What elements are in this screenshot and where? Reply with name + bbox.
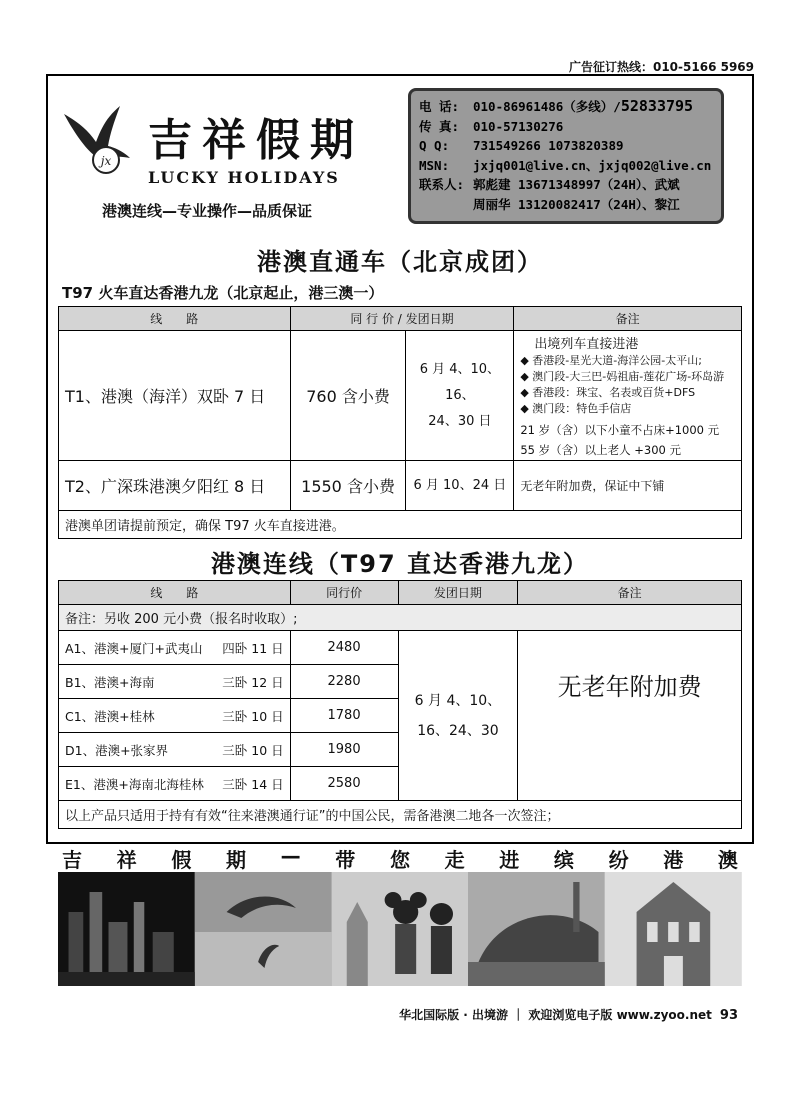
date-t1-line2: 24、30 日 (428, 413, 492, 429)
photo-strip (58, 872, 742, 986)
note-t1 (514, 331, 742, 461)
date-t1 (406, 331, 514, 461)
route-c1 (59, 699, 291, 733)
fax-row (419, 117, 713, 137)
price-b1: 2280 (290, 665, 398, 699)
phone-value: 010-86961486（多线）/ (473, 99, 621, 114)
banner-char: 澳 (717, 848, 738, 872)
section2-table (58, 580, 742, 829)
route-a1 (59, 631, 291, 665)
msn-row (419, 156, 713, 176)
contact-person-1: 郭彪建 13671348997（24H）、武斌 (473, 177, 680, 192)
contact-person-2: 周丽华 13120082417（24H）、黎江 (473, 196, 680, 212)
route-bed: 三卧 14 日 (222, 776, 284, 792)
page-number: 93 (719, 1008, 738, 1023)
route-bed: 三卧 10 日 (222, 708, 284, 724)
banner-char: — (280, 844, 301, 868)
section1-title: 港澳直通车（北京成团） (257, 248, 543, 276)
phone-row (419, 97, 713, 117)
banner-char: 祥 (116, 848, 137, 872)
date-t2: 6 月 10、24 日 (406, 461, 514, 511)
section2-title: 港澳连线（T97 直达香港九龙） (210, 550, 590, 578)
qq-label: Q Q: (419, 138, 450, 153)
banner-char: 进 (499, 848, 520, 872)
contact-box (408, 88, 724, 224)
col-header-price: 同行价 (290, 581, 398, 605)
hongkong-skyline-photo (58, 872, 195, 986)
fax-label: 传 真: (419, 118, 460, 134)
section1-footer: 港澳单团请提前预定，确保 T97 火车直接进港。 (59, 511, 742, 539)
route-name: C1、港澳+桂林 (65, 708, 155, 724)
col-header-note: 备注 (514, 307, 742, 331)
col-header-date: 发团日期 (398, 581, 518, 605)
banner-char: 缤 (553, 848, 574, 872)
fax-value: 010-57130276 (473, 118, 564, 134)
dates-line1: 6 月 4、10、 (414, 692, 502, 709)
price-e1: 2580 (290, 767, 398, 801)
banner-char: 假 (171, 848, 192, 872)
banner-char: 吉 (62, 848, 82, 872)
route-name: E1、港澳+海南北海桂林 (65, 776, 204, 792)
price-d1: 1980 (290, 733, 398, 767)
dolphin-show-photo (195, 872, 332, 986)
col-header-route: 线 路 (59, 581, 291, 605)
page-footer (399, 1006, 738, 1023)
route-bed: 三卧 10 日 (222, 742, 284, 758)
disneyland-photo (332, 872, 469, 986)
dates-line2: 16、24、30 (417, 722, 499, 739)
route-bed: 四卧 11 日 (222, 640, 284, 656)
banner-char: 走 (444, 848, 465, 872)
footer-text: 华北国际版 · 出境游 ｜ 欢迎浏览电子版 www.zyoo.net (399, 1008, 712, 1022)
banner-char: 纷 (608, 848, 629, 872)
route-e1 (59, 767, 291, 801)
tip-note: 备注：另收 200 元小费（报名时收取）; (59, 605, 742, 631)
route-d1 (59, 733, 291, 767)
msn-value: jxjq001@live.cn、jxjq002@live.cn (473, 157, 712, 173)
banner-char: 带 (335, 848, 356, 872)
qq-row (419, 136, 713, 156)
contact-label: 联系人: (419, 177, 465, 192)
section1-table (58, 306, 742, 539)
note-t2: 无老年附加费，保证中下铺 (514, 461, 742, 511)
note-item: ◆ 澳门段-大三巴-妈祖庙-莲花广场-环岛游 (520, 368, 735, 384)
section2-footer: 以上产品只适用于持有有效“往来港澳通行证”的中国公民，需备港澳二地各一次签注； (59, 801, 742, 829)
brand-name-en: LUCKY HOLIDAYS (148, 168, 340, 187)
promo-banner (58, 844, 742, 870)
note-title: 出境列车直接进港 (534, 337, 639, 352)
note-item: ◆ 香港段-星光大道-海洋公园-太平山; (520, 352, 735, 368)
col-header-route: 线 路 (59, 307, 291, 331)
qq-value: 731549266 1073820389 (473, 138, 624, 153)
convention-center-photo (468, 872, 605, 986)
col-header-note: 备注 (518, 581, 742, 605)
price-t1: 760 含小费 (290, 331, 406, 461)
phone-value-2: 52833795 (620, 97, 694, 115)
note-child-fee: 21 岁（含）以下小童不占床+1000 元 (520, 423, 720, 437)
company-logo-block (58, 86, 398, 226)
price-t2: 1550 含小费 (290, 461, 406, 511)
note-senior-fee: 55 岁（含）以上老人 +300 元 (520, 443, 681, 457)
route-t1: T1、港澳（海洋）双卧 7 日 (59, 331, 291, 461)
route-name: B1、港澳+海南 (65, 674, 155, 690)
logo-mark: jx (100, 154, 112, 168)
slogan: 港澳连线—专业操作—品质保证 (102, 202, 313, 220)
note-item: ◆ 澳门段：特色手信店 (520, 400, 735, 416)
banner-char: 期 (225, 848, 246, 872)
msn-label: MSN: (419, 157, 450, 173)
route-name: A1、港澳+厦门+武夷山 (65, 640, 203, 656)
contact-person-row-2 (419, 195, 713, 215)
section1-subtitle: T97 火车直达香港九龙（北京起止，港三澳一） (62, 284, 384, 302)
price-c1: 1780 (290, 699, 398, 733)
ad-hotline: 广告征订热线：010-5166 5969 (568, 60, 754, 74)
col-header-price-date: 同 行 价 / 发团日期 (290, 307, 514, 331)
note-item: ◆ 香港段：珠宝、名表或百货+DFS (520, 384, 735, 400)
route-bed: 三卧 12 日 (222, 674, 284, 690)
remark-no-senior-fee: 无老年附加费 (518, 631, 742, 801)
dove-logo-icon (58, 96, 138, 176)
route-t2: T2、广深珠港澳夕阳红 8 日 (59, 461, 291, 511)
banner-char: 港 (663, 848, 684, 872)
banner-char: 您 (389, 848, 410, 872)
date-t1-line1: 6 月 4、10、16、 (419, 361, 501, 403)
route-name: D1、港澳+张家界 (65, 742, 169, 758)
phone-label: 电 话: (419, 99, 460, 114)
ruins-of-st-paul-photo (605, 872, 742, 986)
brand-name-cn: 吉祥假期 (148, 115, 364, 166)
note-list (520, 352, 735, 416)
departure-dates (398, 631, 518, 801)
route-b1 (59, 665, 291, 699)
price-a1: 2480 (290, 631, 398, 665)
contact-person-row (419, 175, 713, 195)
